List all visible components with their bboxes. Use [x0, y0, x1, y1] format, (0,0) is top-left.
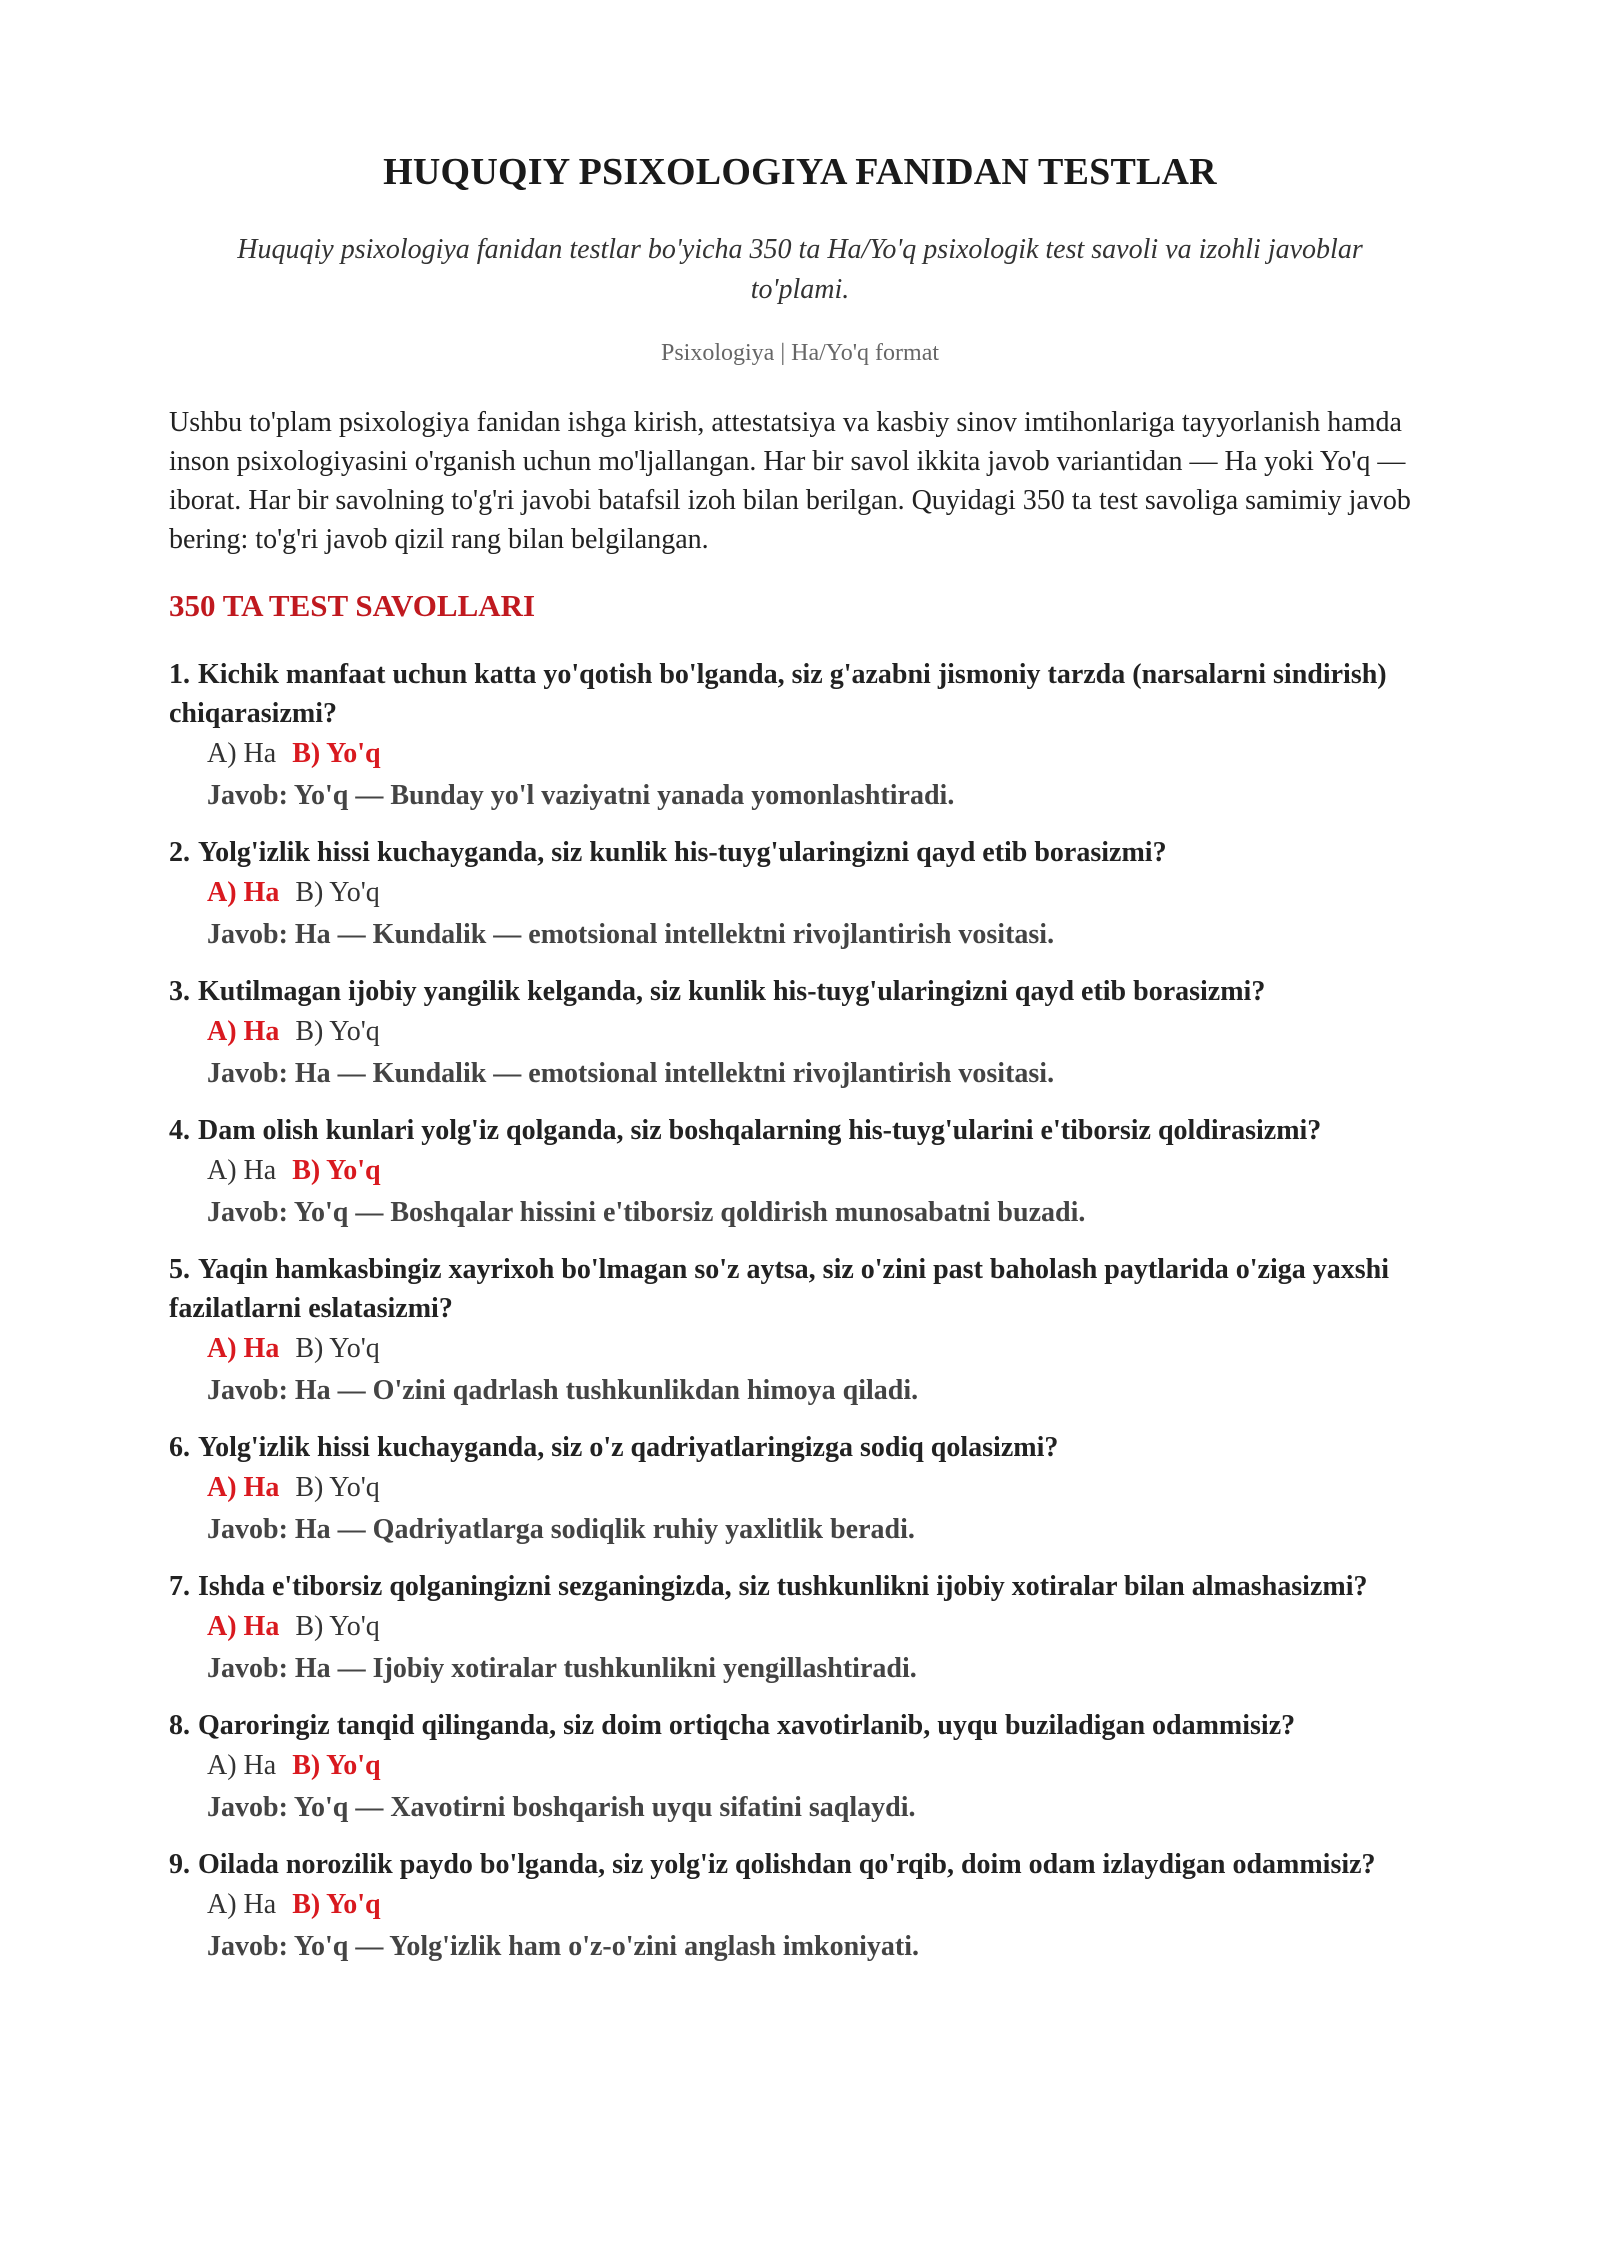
document-meta: Psixologiya | Ha/Yo'q format	[660, 340, 940, 366]
question-number: 4.	[169, 1115, 190, 1146]
option-b: B) Yo'q	[295, 1333, 380, 1364]
question-number: 1.	[169, 659, 190, 690]
question-text	[169, 1845, 1431, 1884]
answer-options	[169, 1011, 1431, 1053]
answer-options	[169, 733, 1431, 775]
option-b: B) Yo'q	[295, 1016, 380, 1047]
option-a: A) Ha	[207, 1472, 280, 1503]
option-b: B) Yo'q	[295, 1472, 380, 1503]
question-item	[169, 972, 1431, 1095]
question-body: Oilada norozilik paydo bo'lganda, siz yolg'iz qolishdan qo'rqib, doim odam izlaydigan odammisiz?	[198, 1849, 1376, 1880]
option-b: B) Yo'q	[292, 1889, 381, 1920]
question-item	[169, 1845, 1431, 1968]
answer-options	[169, 1606, 1431, 1648]
option-a: A) Ha	[207, 1611, 280, 1642]
question-item	[169, 1567, 1431, 1690]
answer-explanation: Javob: Ha — Ijobiy xotiralar tushkunlikni yengillashtiradi.	[207, 1653, 917, 1684]
intro-paragraph: Ushbu to'plam psixologiya fanidan ishga kirish, attestatsiya va kasbiy sinov imtihonlariga tayyorlanish hamda inson psixologiyasini o'rganish uchun mo'ljallangan. Har bir savol ikkita javob variantidan — Ha yoki Yo'q — iborat. Har bir savolning to'g'ri javobi batafsil izoh bilan berilgan. Quyidagi 350 ta test savoliga samimiy javob bering: to'g'ri javob qizil rang bilan belgilangan.	[169, 407, 1411, 555]
question-number: 7.	[169, 1571, 190, 1602]
answer-explanation: Javob: Yo'q — Boshqalar hissini e'tiborsiz qoldirish munosabatni buzadi.	[207, 1197, 1086, 1228]
section-heading: 350 TA TEST SAVOLLARI	[169, 588, 536, 623]
question-item	[169, 1250, 1431, 1412]
option-a: A) Ha	[207, 1750, 277, 1781]
question-body: Kichik manfaat uchun katta yo'qotish bo'lganda, siz g'azabni jismoniy tarzda (narsalarni sindirish) chiqarasizmi?	[169, 659, 1387, 729]
option-a: A) Ha	[207, 877, 280, 908]
question-number: 3.	[169, 976, 190, 1007]
question-text	[169, 833, 1431, 872]
question-number: 5.	[169, 1254, 190, 1285]
answer-explanation: Javob: Ha — Kundalik — emotsional intellektni rivojlantirish vositasi.	[207, 1058, 1055, 1089]
option-b: B) Yo'q	[292, 1155, 381, 1186]
option-a: A) Ha	[207, 738, 277, 769]
question-item	[169, 833, 1431, 956]
document-title: HUQUQIY PSIXOLOGIYA FANIDAN TESTLAR	[383, 151, 1217, 193]
question-body: Yaqin hamkasbingiz xayrixoh bo'lmagan so'z aytsa, siz o'zini past baholash paytlarida o'ziga yaxshi fazilatlarni eslatasizmi?	[169, 1254, 1389, 1324]
question-body: Dam olish kunlari yolg'iz qolganda, siz boshqalarning his-tuyg'ularini e'tiborsiz qoldirasizmi?	[198, 1115, 1322, 1146]
question-text	[169, 1706, 1431, 1745]
option-b: B) Yo'q	[295, 1611, 380, 1642]
question-text	[169, 655, 1431, 733]
answer-options	[169, 1884, 1431, 1926]
question-number: 9.	[169, 1849, 190, 1880]
question-text	[169, 1428, 1431, 1467]
answer-options	[169, 1745, 1431, 1787]
question-text	[169, 1567, 1431, 1606]
question-item	[169, 1428, 1431, 1551]
option-a: A) Ha	[207, 1155, 277, 1186]
question-body: Kutilmagan ijobiy yangilik kelganda, siz kunlik his-tuyg'ularingizni qayd etib borasizmi?	[198, 976, 1266, 1007]
option-a: A) Ha	[207, 1889, 277, 1920]
option-b: B) Yo'q	[295, 877, 380, 908]
document-subtitle: Huquqiy psixologiya fanidan testlar bo'yicha 350 ta Ha/Yo'q psixologik test savoli va izohli javoblar to'plami.	[237, 234, 1363, 305]
question-item	[169, 1706, 1431, 1829]
answer-explanation: Javob: Ha — Kundalik — emotsional intellektni rivojlantirish vositasi.	[207, 919, 1055, 950]
question-item	[169, 1111, 1431, 1234]
answer-options	[169, 1328, 1431, 1370]
question-list	[169, 655, 1431, 1984]
question-item	[169, 655, 1431, 817]
answer-explanation: Javob: Yo'q — Yolg'izlik ham o'z-o'zini anglash imkoniyati.	[207, 1931, 920, 1962]
question-text	[169, 1111, 1431, 1150]
answer-explanation: Javob: Ha — O'zini qadrlash tushkunlikdan himoya qiladi.	[207, 1375, 919, 1406]
question-number: 6.	[169, 1432, 190, 1463]
question-text	[169, 972, 1431, 1011]
question-text	[169, 1250, 1431, 1328]
answer-explanation: Javob: Ha — Qadriyatlarga sodiqlik ruhiy yaxlitlik beradi.	[207, 1514, 915, 1545]
answer-explanation: Javob: Yo'q — Xavotirni boshqarish uyqu sifatini saqlaydi.	[207, 1792, 916, 1823]
answer-options	[169, 872, 1431, 914]
option-b: B) Yo'q	[292, 1750, 381, 1781]
question-body: Yolg'izlik hissi kuchayganda, siz kunlik his-tuyg'ularingizni qayd etib borasizmi?	[198, 837, 1167, 868]
question-number: 2.	[169, 837, 190, 868]
answer-explanation: Javob: Yo'q — Bunday yo'l vaziyatni yanada yomonlashtiradi.	[207, 780, 955, 811]
answer-options	[169, 1150, 1431, 1192]
question-body: Ishda e'tiborsiz qolganingizni sezganingizda, siz tushkunlikni ijobiy xotiralar bilan almashasizmi?	[198, 1571, 1368, 1602]
question-body: Qaroringiz tanqid qilinganda, siz doim ortiqcha xavotirlanib, uyqu buziladigan odammisiz?	[198, 1710, 1296, 1741]
answer-options	[169, 1467, 1431, 1509]
option-a: A) Ha	[207, 1016, 280, 1047]
option-a: A) Ha	[207, 1333, 280, 1364]
question-body: Yolg'izlik hissi kuchayganda, siz o'z qadriyatlaringizga sodiq qolasizmi?	[198, 1432, 1059, 1463]
option-b: B) Yo'q	[292, 738, 381, 769]
question-number: 8.	[169, 1710, 190, 1741]
